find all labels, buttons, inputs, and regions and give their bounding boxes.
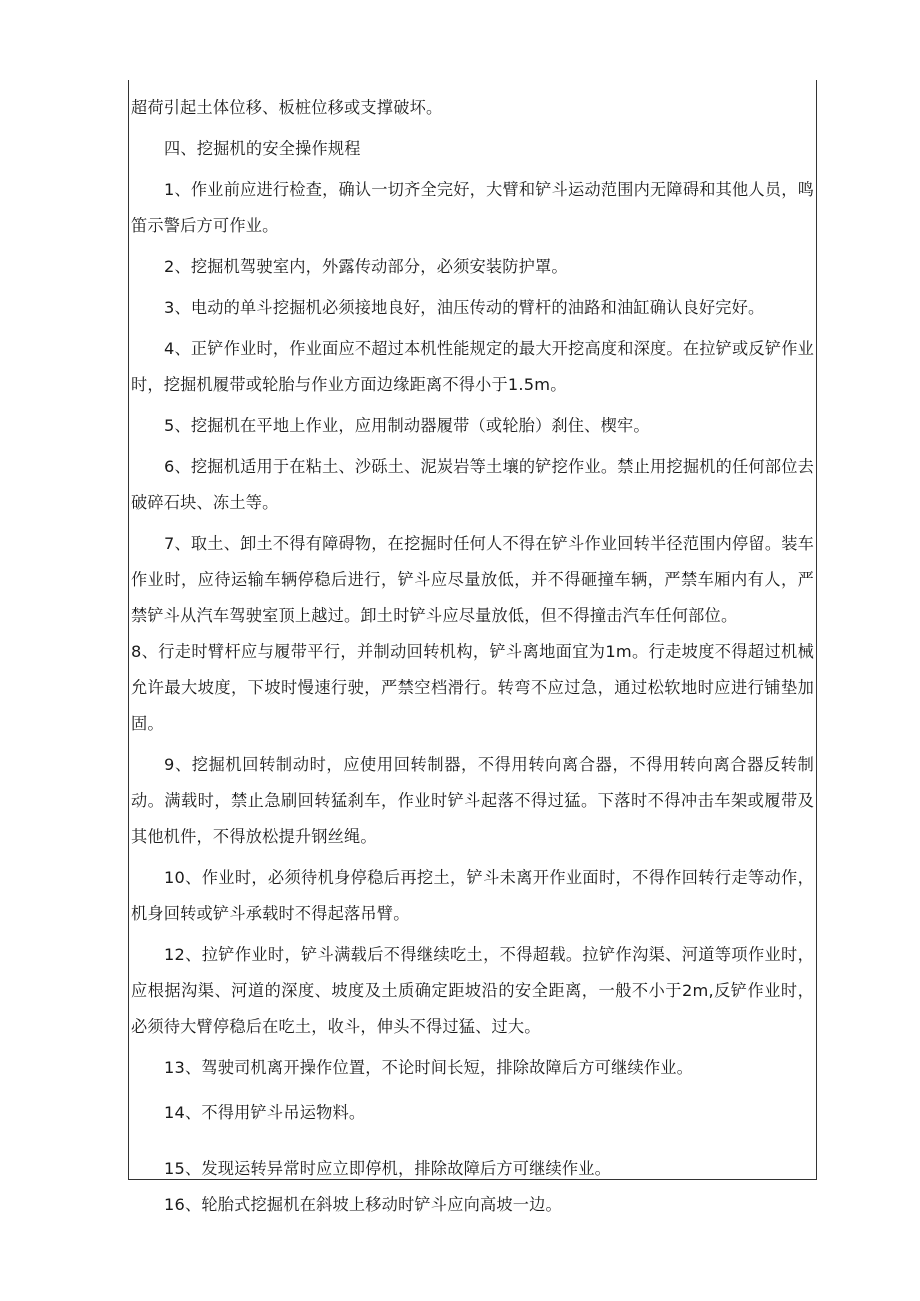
section-heading: 四、挖掘机的安全操作规程 — [164, 139, 361, 158]
rule-item-10: 10、作业时，必须待机身停稳后再挖土，铲斗未离开作业面时，不得作回转行走等动作，机身回转或铲斗承载时不得起落吊臂。 — [131, 868, 814, 923]
rule-item-6: 6、挖掘机适用于在粘土、沙砾土、泥炭岩等土壤的铲挖作业。禁止用挖掘机的任何部位去破碎石块、冻土等。 — [131, 457, 814, 512]
rule-item-16: 16、轮胎式挖掘机在斜坡上移动时铲斗应向高坡一边。 — [164, 1195, 562, 1214]
rule-item-3: 3、电动的单斗挖掘机必须接地良好，油压传动的臂杆的油路和油缸确认良好完好。 — [164, 298, 765, 317]
paragraph-continuation: 超荷引起土体位移、板桩位移或支撑破坏。 — [131, 98, 443, 117]
document-table-cell — [128, 80, 817, 1214]
rule-item-7: 7、取土、卸土不得有障碍物，在挖掘时任何人不得在铲斗作业回转半径范围内停留。装车作业时，应待运输车辆停稳后进行，铲斗应尽量放低，并不得砸撞车辆，严禁车厢内有人，严禁铲斗从汽车驾驶室顶上越过。卸土时铲斗应尽量放低，但不得撞击汽车任何部位。 — [131, 534, 814, 625]
rule-item-1: 1、作业前应进行检查，确认一切齐全完好，大臂和铲斗运动范围内无障碍和其他人员，鸣笛示警后方可作业。 — [131, 180, 814, 235]
rule-item-2: 2、挖掘机驾驶室内，外露传动部分，必须安装防护罩。 — [164, 257, 568, 276]
rule-item-4: 4、正铲作业时，作业面应不超过本机性能规定的最大开挖高度和深度。在拉铲或反铲作业时，挖掘机履带或轮胎与作业方面边缘距离不得小于1.5m。 — [131, 339, 814, 394]
document-body — [131, 90, 814, 1223]
rule-item-14: 14、不得用铲斗吊运物料。 — [164, 1103, 366, 1122]
rule-item-9: 9、挖掘机回转制动时，应使用回转制器，不得用转向离合器，不得用转向离合器反转制动。满载时，禁止急刷回转猛刹车，作业时铲斗起落不得过猛。下落时不得冲击车架或履带及其他机件，不得放松提升钢丝绳。 — [131, 755, 814, 846]
rule-item-13: 13、驾驶司机离开操作位置，不论时间长短，排除故障后方可继续作业。 — [164, 1058, 694, 1077]
rule-item-12: 12、拉铲作业时，铲斗满载后不得继续吃土，不得超载。拉铲作沟渠、河道等项作业时，应根据沟渠、河道的深度、坡度及土质确定距坡沿的安全距离，一般不小于2m,反铲作业时，必须待大臂停稳后在吃土，收斗，伸头不得过猛、过大。 — [131, 945, 814, 1036]
rule-item-8: 8、行走时臂杆应与履带平行，并制动回转机构，铲斗离地面宜为1m。行走坡度不得超过机械允许最大坡度，下坡时慢速行驶，严禁空档滑行。转弯不应过急，通过松软地时应进行铺垫加固。 — [131, 642, 814, 733]
rule-item-5: 5、挖掘机在平地上作业，应用制动器履带（或轮胎）刹住、楔牢。 — [164, 416, 650, 435]
rule-item-15: 15、发现运转异常时应立即停机，排除故障后方可继续作业。 — [164, 1159, 612, 1178]
